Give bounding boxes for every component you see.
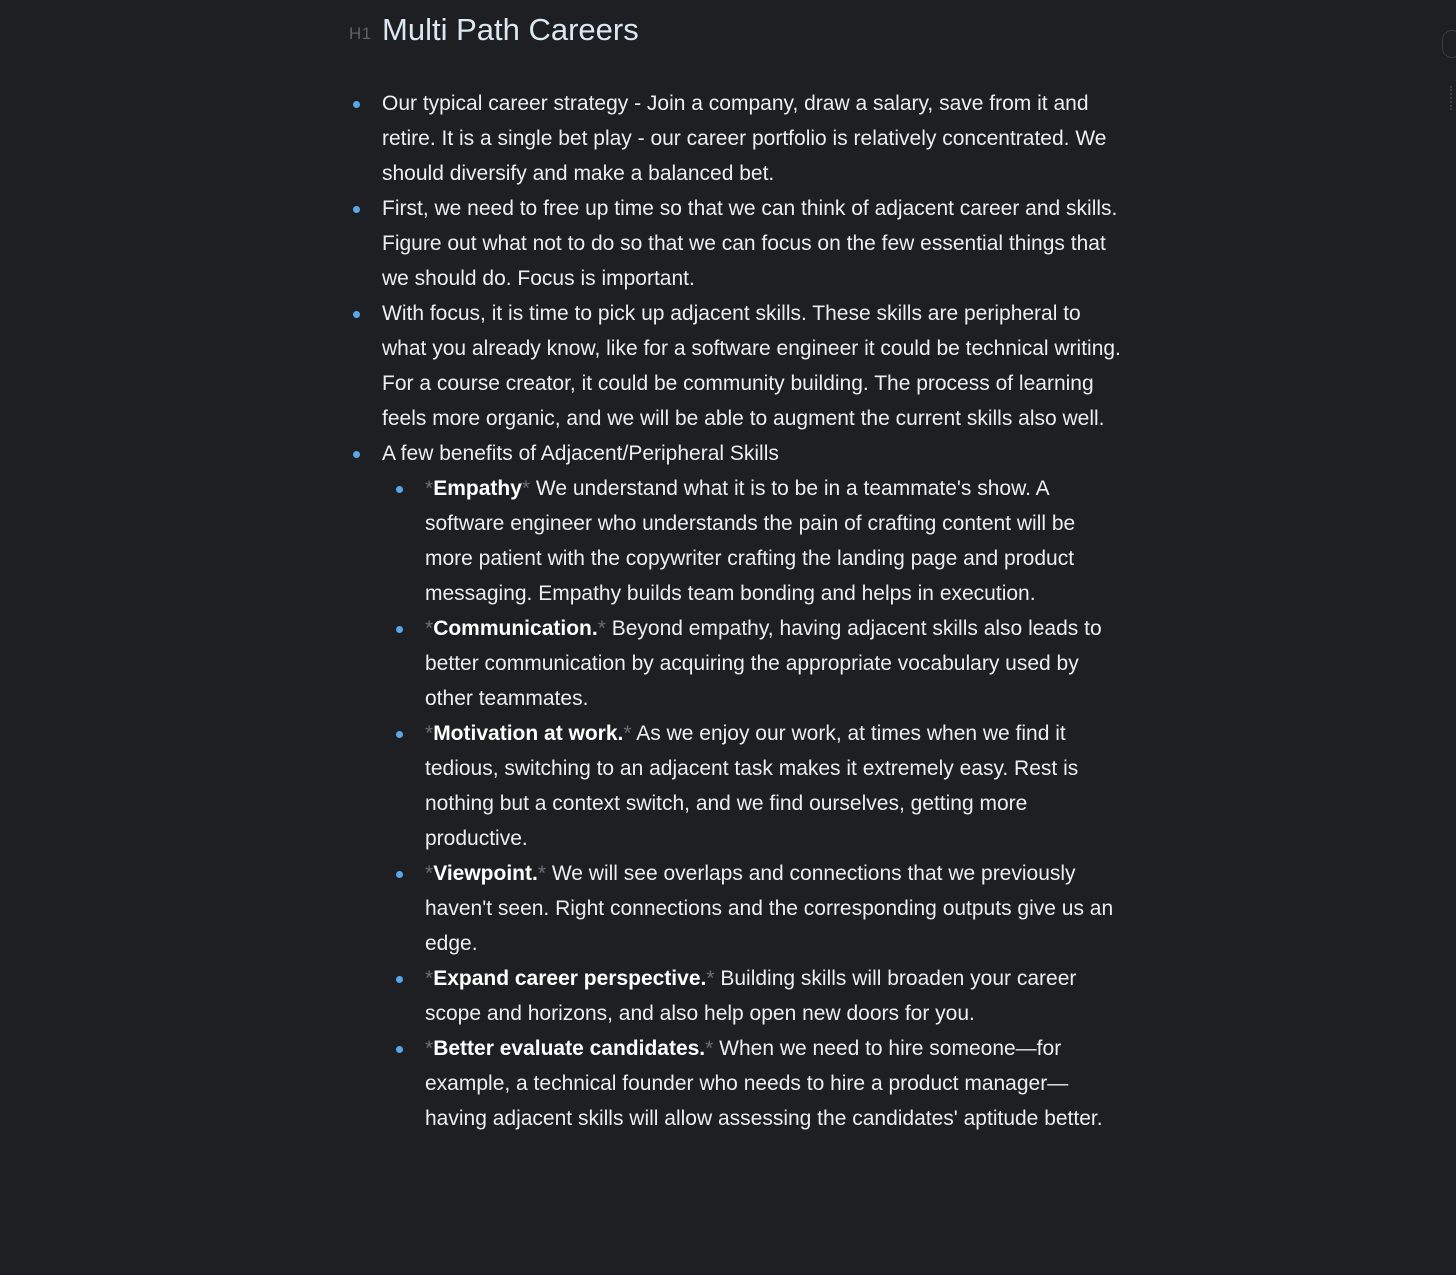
benefit-text: We will see overlaps and connections that we previously haven't seen. Right connections and the corresponding outputs give us an edge. [425,862,1114,955]
benefit-title: Better evaluate candidates. [433,1037,706,1060]
markdown-emphasis-marker: * [597,617,606,640]
markdown-emphasis-marker: * [623,722,632,745]
markdown-emphasis-marker: * [537,862,546,885]
list-item[interactable] [382,436,1127,1136]
bullet-icon[interactable] [396,626,403,633]
benefit-text: As we enjoy our work, at times when we find it tedious, switching to an adjacent task makes it extremely easy. Rest is nothing but a context switch, and we find ourselves, getting more productive. [425,722,1079,850]
benefit-title: Communication. [433,617,598,640]
benefit-item-career-perspective[interactable] [425,961,1127,1031]
bullet-icon[interactable] [396,486,403,493]
heading-level-marker: H1 [349,24,372,43]
bullet-icon[interactable] [353,206,360,213]
list-item[interactable] [382,86,1127,191]
benefit-item-evaluate-candidates[interactable] [425,1031,1127,1136]
markdown-emphasis-marker: * [706,967,715,990]
scroll-indicator [1450,86,1456,110]
markdown-emphasis-marker: * [425,967,434,990]
markdown-emphasis-marker: * [425,477,434,500]
benefits-sublist [382,471,1127,1136]
bullet-icon[interactable] [396,731,403,738]
benefit-title: Expand career perspective. [433,967,707,990]
heading-row[interactable] [349,8,639,52]
benefit-text: Building skills will broaden your career scope and horizons, and also help open new doors for you. [425,967,1077,1025]
list-item-text: A few benefits of Adjacent/Peripheral Skills [382,442,779,465]
bullet-icon[interactable] [353,101,360,108]
benefit-item-communication[interactable] [425,611,1127,716]
benefit-title: Empathy [433,477,522,500]
benefit-text: Beyond empathy, having adjacent skills also leads to better communication by acquiring the appropriate vocabulary used by other teammates. [425,617,1102,710]
benefit-text: When we need to hire someone—for example, a technical founder who needs to hire a product manager—having adjacent skills will allow assessing the candidates' aptitude better. [425,1037,1103,1130]
list-item-text: Our typical career strategy - Join a company, draw a salary, save from it and retire. It is a single bet play - our career portfolio is relatively concentrated. We should diversify and make a balanced bet. [382,92,1107,185]
list-item-text: First, we need to free up time so that we can think of adjacent career and skills. Figure out what not to do so that we can focus on the few essential things that we should do. Focus is important. [382,197,1118,290]
benefit-title: Viewpoint. [433,862,538,885]
markdown-emphasis-marker: * [425,862,434,885]
markdown-emphasis-marker: * [425,722,434,745]
list-item-text: With focus, it is time to pick up adjacent skills. These skills are peripheral to what you already know, like for a software engineer it could be technical writing. For a course creator, it could be community building. The process of learning feels more organic, and we will be able to augment the current skills also well. [382,302,1121,430]
scrollbar-handle[interactable] [1442,30,1456,58]
benefit-item-motivation[interactable] [425,716,1127,856]
markdown-emphasis-marker: * [425,617,434,640]
list-item[interactable] [382,191,1127,296]
benefit-item-empathy[interactable] [425,471,1127,611]
bullet-icon[interactable] [353,451,360,458]
bullet-icon[interactable] [396,976,403,983]
markdown-emphasis-marker: * [521,477,531,500]
benefit-item-viewpoint[interactable] [425,856,1127,961]
benefit-text: We understand what it is to be in a teammate's show. A software engineer who understands the pain of crafting content will be more patient with the copywriter crafting the landing page and product messaging. Empathy builds team bonding and helps in execution. [425,477,1076,605]
bullet-icon[interactable] [396,871,403,878]
page-title[interactable]: Multi Path Careers [382,12,639,47]
outline-list [382,86,1127,1136]
benefit-title: Motivation at work. [433,722,624,745]
list-item[interactable] [382,296,1127,436]
markdown-emphasis-marker: * [425,1037,434,1060]
bullet-icon[interactable] [396,1046,403,1053]
bullet-icon[interactable] [353,311,360,318]
markdown-emphasis-marker: * [705,1037,714,1060]
